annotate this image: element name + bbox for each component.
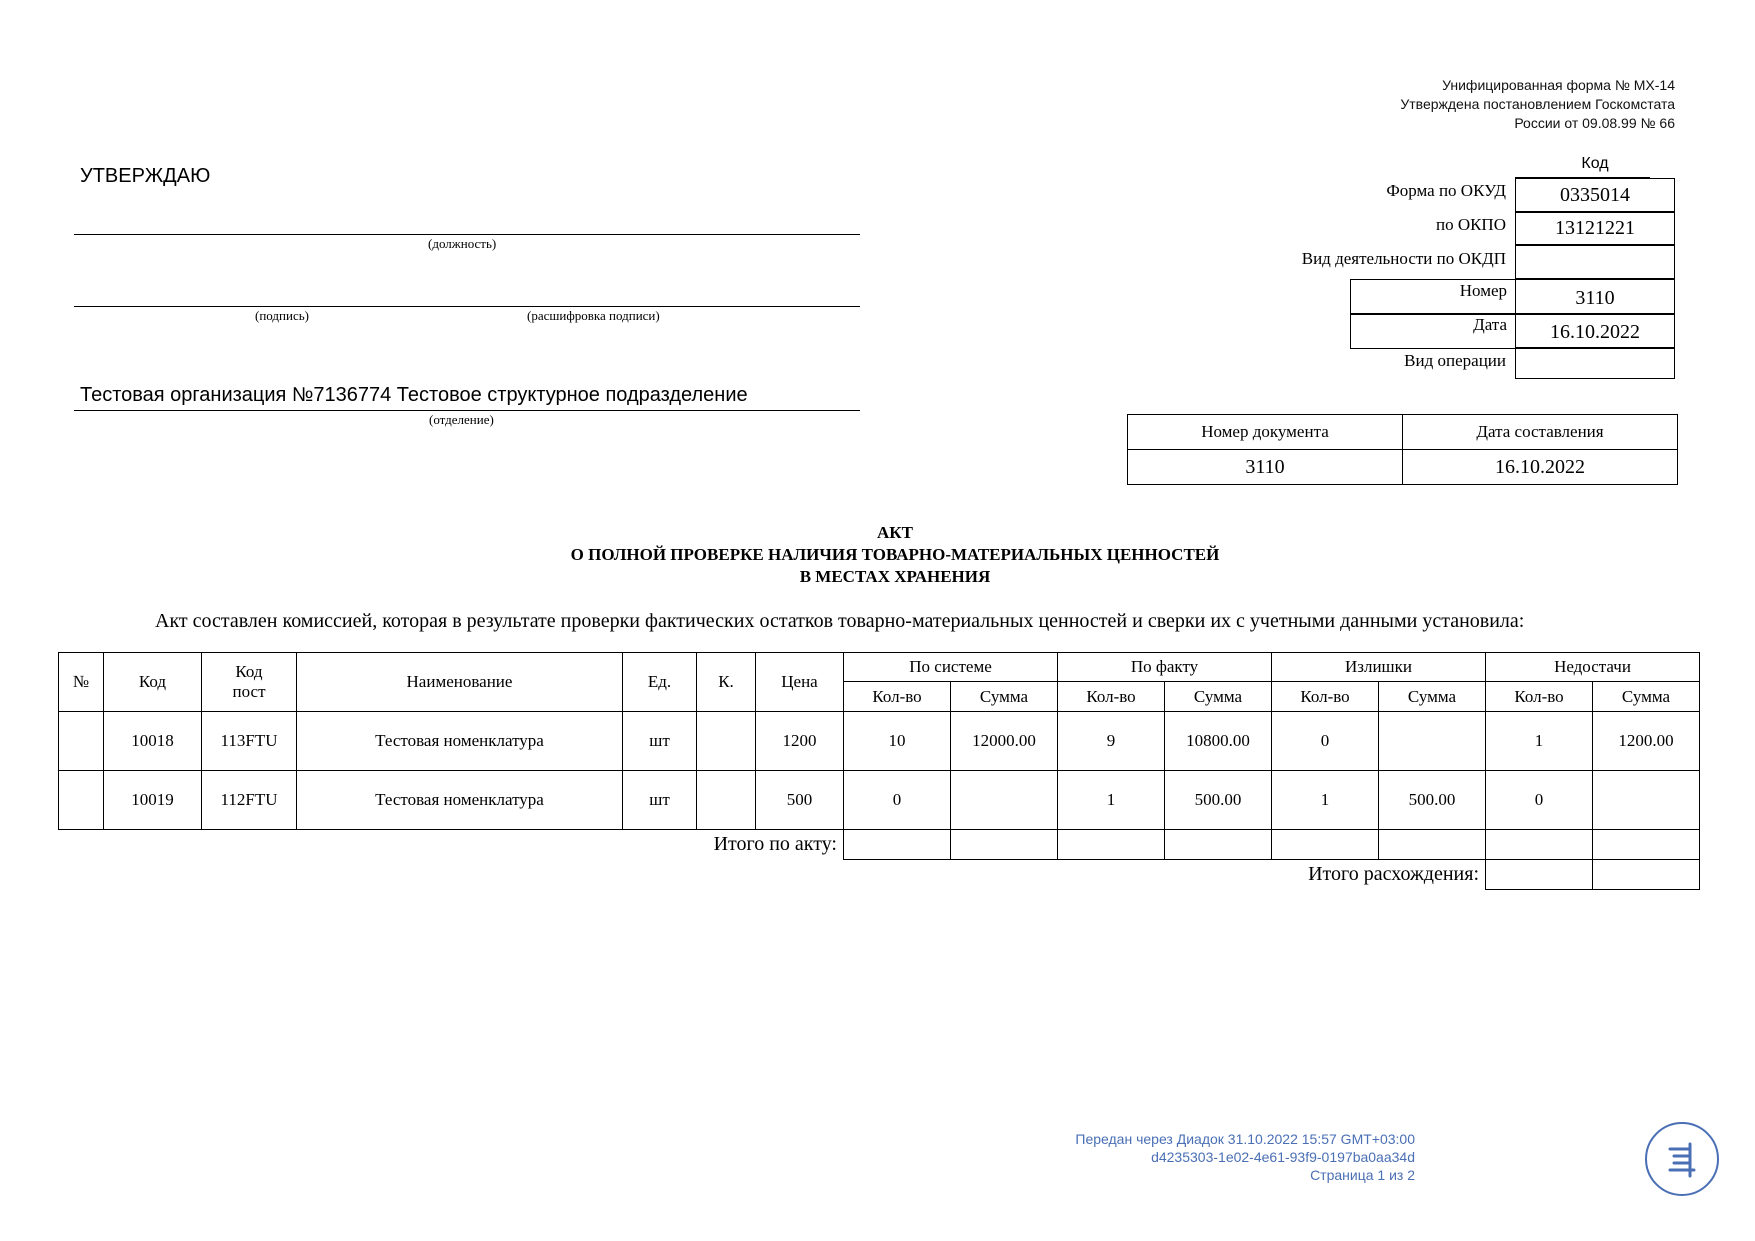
organization-line bbox=[74, 410, 860, 411]
header-by-system: По системе bbox=[844, 653, 1058, 682]
row-shortage-sum: 1200.00 bbox=[1593, 712, 1700, 771]
stamp-line1: Передан через Диадок 31.10.2022 15:57 GMT+03:00 bbox=[1075, 1131, 1415, 1147]
diadoc-stamp bbox=[1075, 1130, 1415, 1184]
row-price: 1200 bbox=[756, 712, 844, 771]
total-fact-qty bbox=[1058, 830, 1165, 860]
header-fact-sum: Сумма bbox=[1165, 682, 1272, 712]
approve-title: УТВЕРЖДАЮ bbox=[80, 165, 211, 187]
okdp-label: Вид деятельности по ОКДП bbox=[1301, 249, 1506, 268]
title-line3: В МЕСТАХ ХРАНЕНИЯ bbox=[799, 567, 991, 586]
row-unit: шт bbox=[623, 712, 697, 771]
date-value: 16.10.2022 bbox=[1515, 313, 1675, 349]
discrepancy-sum bbox=[1593, 860, 1700, 890]
row-sys-sum bbox=[951, 771, 1058, 830]
signature-line bbox=[74, 306, 860, 307]
header-shortage-sum: Сумма bbox=[1593, 682, 1700, 712]
document-title bbox=[0, 522, 1755, 588]
title-line2: О ПОЛНОЙ ПРОВЕРКЕ НАЛИЧИЯ ТОВАРНО-МАТЕРИАЛЬНЫХ ЦЕННОСТЕЙ bbox=[570, 545, 1220, 564]
okdp-value bbox=[1515, 244, 1675, 279]
header-sys-qty: Кол-во bbox=[844, 682, 951, 712]
row-code: 10018 bbox=[104, 712, 202, 771]
position-line bbox=[74, 234, 860, 235]
number-value: 3110 bbox=[1515, 279, 1675, 315]
discrepancy-label: Итого расхождения: bbox=[1308, 863, 1479, 886]
signature-decode-caption: (расшифровка подписи) bbox=[527, 308, 660, 323]
row-k bbox=[697, 712, 756, 771]
row-fact-sum: 10800.00 bbox=[1165, 712, 1272, 771]
header-k: К. bbox=[697, 653, 756, 712]
total-surplus-sum bbox=[1379, 830, 1486, 860]
total-sys-qty bbox=[844, 830, 951, 860]
header-supplier-code: Код пост bbox=[202, 653, 297, 712]
row-fact-qty: 1 bbox=[1058, 771, 1165, 830]
inventory-table bbox=[58, 652, 1700, 890]
header-shortage-qty: Кол-во bbox=[1486, 682, 1593, 712]
codes-header: Код bbox=[1581, 155, 1609, 172]
document-number: 3110 bbox=[1128, 450, 1403, 485]
header-surplus-sum: Сумма bbox=[1379, 682, 1486, 712]
stamp-line2: d4235303-1e02-4e61-93f9-0197ba0aa34d bbox=[1151, 1149, 1415, 1165]
okud-value: 0335014 bbox=[1515, 178, 1675, 213]
okpo-value: 13121221 bbox=[1515, 211, 1675, 246]
date-label: Дата bbox=[1350, 313, 1515, 349]
title-line1: АКТ bbox=[877, 523, 913, 542]
discrepancy-row bbox=[59, 860, 1700, 890]
document-date-header: Дата составления bbox=[1403, 415, 1678, 450]
header-name: Наименование bbox=[297, 653, 623, 712]
row-surplus-qty: 1 bbox=[1272, 771, 1379, 830]
total-sys-sum bbox=[951, 830, 1058, 860]
row-sys-sum: 12000.00 bbox=[951, 712, 1058, 771]
total-shortage-qty bbox=[1486, 830, 1593, 860]
row-sys-qty: 0 bbox=[844, 771, 951, 830]
header-surplus: Излишки bbox=[1272, 653, 1486, 682]
total-label: Итого по акту: bbox=[713, 833, 837, 856]
row-supplier-code: 112FTU bbox=[202, 771, 297, 830]
discrepancy-qty bbox=[1486, 860, 1593, 890]
document-info-table bbox=[1127, 414, 1678, 485]
row-fact-sum: 500.00 bbox=[1165, 771, 1272, 830]
row-num bbox=[59, 712, 104, 771]
row-name: Тестовая номенклатура bbox=[297, 712, 623, 771]
header-num: № bbox=[59, 653, 104, 712]
table-row bbox=[59, 771, 1700, 830]
form-header-line3: России от 09.08.99 № 66 bbox=[1514, 115, 1675, 131]
header-unit: Ед. bbox=[623, 653, 697, 712]
stamp-line3: Страница 1 из 2 bbox=[1310, 1167, 1415, 1183]
operation-value bbox=[1515, 347, 1675, 379]
number-label: Номер bbox=[1350, 279, 1515, 315]
header-shortage: Недостачи bbox=[1486, 653, 1700, 682]
diadoc-logo-icon bbox=[1645, 1122, 1719, 1196]
row-code: 10019 bbox=[104, 771, 202, 830]
okpo-label: по ОКПО bbox=[1435, 215, 1506, 234]
header-fact-qty: Кол-во bbox=[1058, 682, 1165, 712]
signature-caption: (подпись) bbox=[255, 308, 309, 323]
operation-label: Вид операции bbox=[1404, 351, 1506, 370]
row-surplus-sum: 500.00 bbox=[1379, 771, 1486, 830]
row-k bbox=[697, 771, 756, 830]
row-shortage-sum bbox=[1593, 771, 1700, 830]
header-by-fact: По факту bbox=[1058, 653, 1272, 682]
row-surplus-qty: 0 bbox=[1272, 712, 1379, 771]
row-shortage-qty: 0 bbox=[1486, 771, 1593, 830]
organization-caption: (отделение) bbox=[429, 412, 494, 427]
row-num bbox=[59, 771, 104, 830]
header-price: Цена bbox=[756, 653, 844, 712]
table-row bbox=[59, 712, 1700, 771]
row-shortage-qty: 1 bbox=[1486, 712, 1593, 771]
row-supplier-code: 113FTU bbox=[202, 712, 297, 771]
header-code: Код bbox=[104, 653, 202, 712]
row-surplus-sum bbox=[1379, 712, 1486, 771]
header-surplus-qty: Кол-во bbox=[1272, 682, 1379, 712]
form-header bbox=[1400, 76, 1675, 133]
row-unit: шт bbox=[623, 771, 697, 830]
organization-name: Тестовая организация №7136774 Тестовое структурное подразделение bbox=[80, 384, 748, 406]
document-date: 16.10.2022 bbox=[1403, 450, 1678, 485]
row-fact-qty: 9 bbox=[1058, 712, 1165, 771]
total-surplus-qty bbox=[1272, 830, 1379, 860]
total-shortage-sum bbox=[1593, 830, 1700, 860]
okud-label: Форма по ОКУД bbox=[1386, 181, 1506, 200]
total-row bbox=[59, 830, 1700, 860]
row-name: Тестовая номенклатура bbox=[297, 771, 623, 830]
document-number-header: Номер документа bbox=[1128, 415, 1403, 450]
total-fact-sum bbox=[1165, 830, 1272, 860]
intro-text: Акт составлен комиссией, которая в результате проверки фактических остатков товарно-материальных ценностей и сверки их с учетными данными установила: bbox=[155, 610, 1525, 632]
row-sys-qty: 10 bbox=[844, 712, 951, 771]
form-header-line1: Унифицированная форма № МХ-14 bbox=[1442, 77, 1675, 93]
row-price: 500 bbox=[756, 771, 844, 830]
position-caption: (должность) bbox=[428, 236, 497, 251]
header-sys-sum: Сумма bbox=[951, 682, 1058, 712]
form-header-line2: Утверждена постановлением Госкомстата bbox=[1400, 96, 1675, 112]
